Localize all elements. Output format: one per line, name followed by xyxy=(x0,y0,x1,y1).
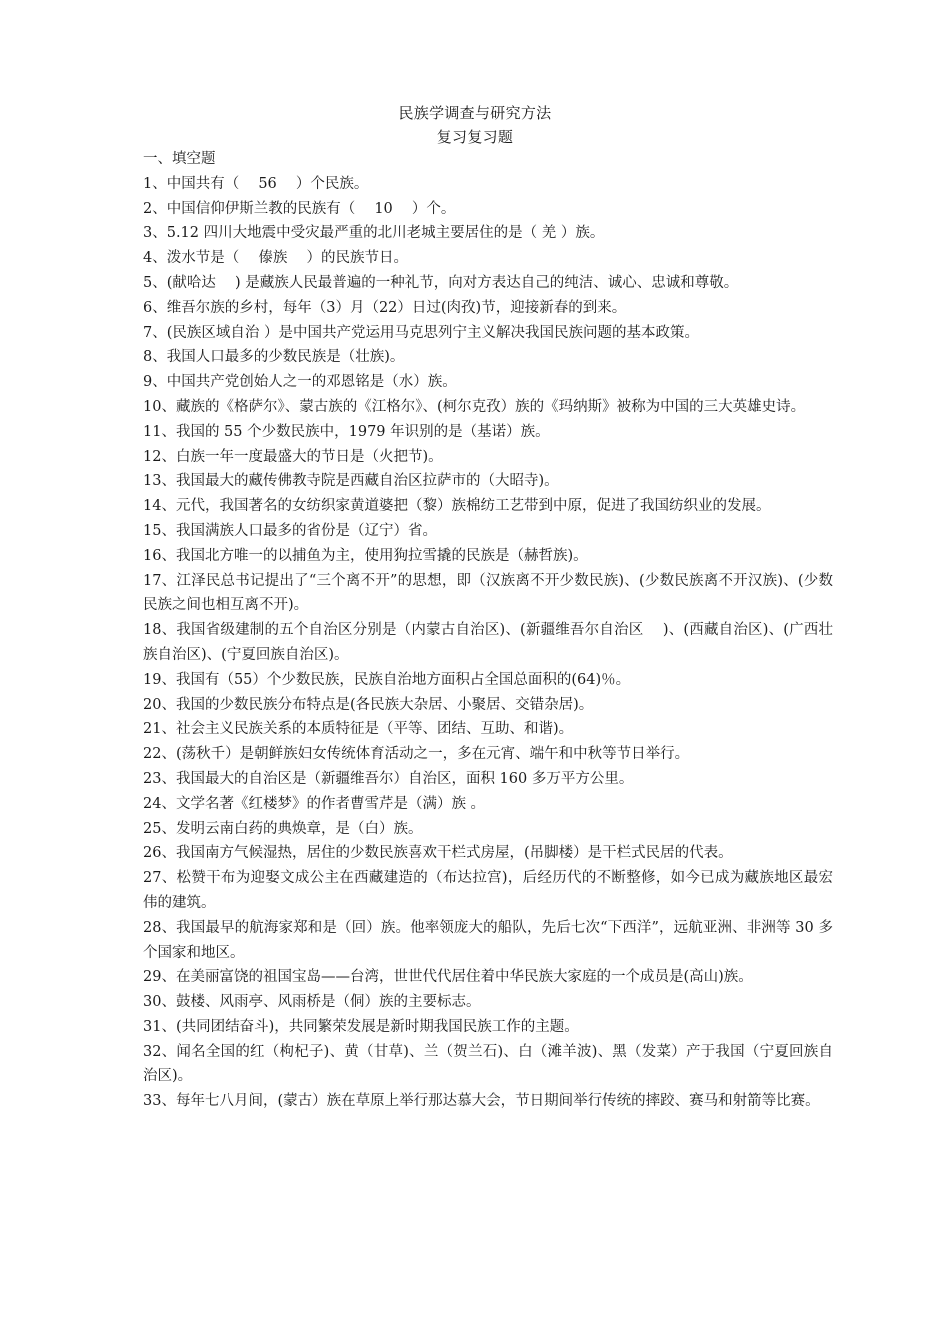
question-item: 26、我国南方气候湿热，居住的少数民族喜欢干栏式房屋，(吊脚楼）是干栏式民居的代表。 xyxy=(143,845,733,862)
question-item: 33、每年七八月间，(蒙古）族在草原上举行那达慕大会，节日期间举行传统的摔跤、赛马和射箭等比赛。 xyxy=(143,1093,820,1110)
question-item: 16、我国北方唯一的以捕鱼为主，使用狗拉雪撬的民族是（赫哲族)。 xyxy=(143,547,588,564)
question-item: 4、泼水节是（ 傣族 ）的民族节日。 xyxy=(143,250,408,267)
title-block xyxy=(0,101,950,149)
question-item: 23、我国最大的自治区是（新疆维吾尔）自治区，面积 160 多万平方公里。 xyxy=(143,770,634,787)
question-item: 9、中国共产党创始人之一的邓恩铭是（水）族。 xyxy=(143,374,457,391)
question-item: 14、元代，我国著名的女纺织家黄道婆把（黎）族棉纺工艺带到中原，促进了我国纺织业的发展。 xyxy=(143,498,771,515)
question-item: 15、我国满族人口最多的省份是（辽宁）省。 xyxy=(143,522,437,539)
question-item: 18、我国省级建制的五个自治区分别是（内蒙古自治区)、(新疆维吾尔自治区 )、(西藏自治区)、(广西壮族自治区)、(宁夏回族自治区)。 xyxy=(143,622,833,663)
question-item: 3、5.12 四川大地震中受灾最严重的北川老城主要居住的是（ 羌 ）族。 xyxy=(143,225,605,242)
question-item: 27、松赞干布为迎娶文成公主在西藏建造的（布达拉宫)，后经历代的不断整修，如今已成为藏族地区最宏伟的建筑。 xyxy=(143,870,833,911)
question-item: 12、白族一年一度最盛大的节日是（火把节)。 xyxy=(143,448,443,465)
question-item: 24、文学名著《红楼梦》的作者曹雪芹是（满）族 。 xyxy=(143,795,486,812)
section-heading: 一、填空题 xyxy=(143,151,216,167)
question-item: 1、中国共有（ 56 ）个民族。 xyxy=(143,175,369,192)
document-title: 民族学调查与研究方法 xyxy=(398,104,552,122)
document-body xyxy=(143,147,833,1114)
question-item: 32、闻名全国的红（枸杞子)、黄（甘草)、兰（贺兰石)、白（滩羊波)、黑（发菜）产于我国（宁夏回族自治区)。 xyxy=(143,1043,833,1085)
question-item: 29、在美丽富饶的祖国宝岛——台湾，世世代代居住着中华民族大家庭的一个成员是(高山)族。 xyxy=(143,969,753,986)
document-subtitle: 复习复习题 xyxy=(436,128,514,146)
question-item: 11、我国的 55 个少数民族中，1979 年识别的是（基诺）族。 xyxy=(143,423,550,440)
question-item: 21、社会主义民族关系的本质特征是（平等、团结、互助、和谐)。 xyxy=(143,721,574,738)
question-item: 22、(荡秋千）是朝鲜族妇女传统体育活动之一，多在元宵、端午和中秋等节日举行。 xyxy=(143,746,690,763)
question-item: 5、(献哈达 ) 是藏族人民最普遍的一种礼节，向对方表达自己的纯洁、诚心、忠诚和尊敬。 xyxy=(143,274,739,291)
question-item: 10、藏族的《格萨尔》、蒙古族的《江格尔》、(柯尔克孜）族的《玛纳斯》被称为中国的三大英雄史诗。 xyxy=(143,398,806,415)
question-item: 6、维吾尔族的乡村，每年（3）月（22）日过(肉孜)节，迎接新春的到来。 xyxy=(143,299,627,316)
question-item: 30、鼓楼、风雨亭、风雨桥是（侗）族的主要标志。 xyxy=(143,994,481,1011)
question-item: 2、中国信仰伊斯兰教的民族有（ 10 ）个。 xyxy=(143,200,456,217)
question-item: 19、我国有（55）个少数民族，民族自治地方面积占全国总面积的(64)％。 xyxy=(143,671,631,688)
question-item: 20、我国的少数民族分布特点是(各民族大杂居、小聚居、交错杂居)。 xyxy=(143,696,594,713)
question-item: 31、(共同团结奋斗)，共同繁荣发展是新时期我国民族工作的主题。 xyxy=(143,1018,579,1035)
question-item: 25、发明云南白药的典焕章，是（白）族。 xyxy=(143,820,423,837)
question-item: 28、我国最早的航海家郑和是（回）族。他率领庞大的船队，先后七次“下西洋”，远航亚洲、非洲等 30 多个国家和地区。 xyxy=(143,919,833,961)
question-item: 13、我国最大的藏传佛教寺院是西藏自治区拉萨市的（大昭寺)。 xyxy=(143,473,559,490)
question-item: 17、江泽民总书记提出了“三个离不开”的思想，即（汉族离不开少数民族)、(少数民族离不开汉族)、(少数民族之间也相互离不开)。 xyxy=(143,572,833,614)
question-item: 7、(民族区域自治 ）是中国共产党运用马克思列宁主义解决我国民族问题的基本政策。 xyxy=(143,324,699,341)
question-item: 8、我国人口最多的少数民族是（壮族)。 xyxy=(143,349,405,366)
